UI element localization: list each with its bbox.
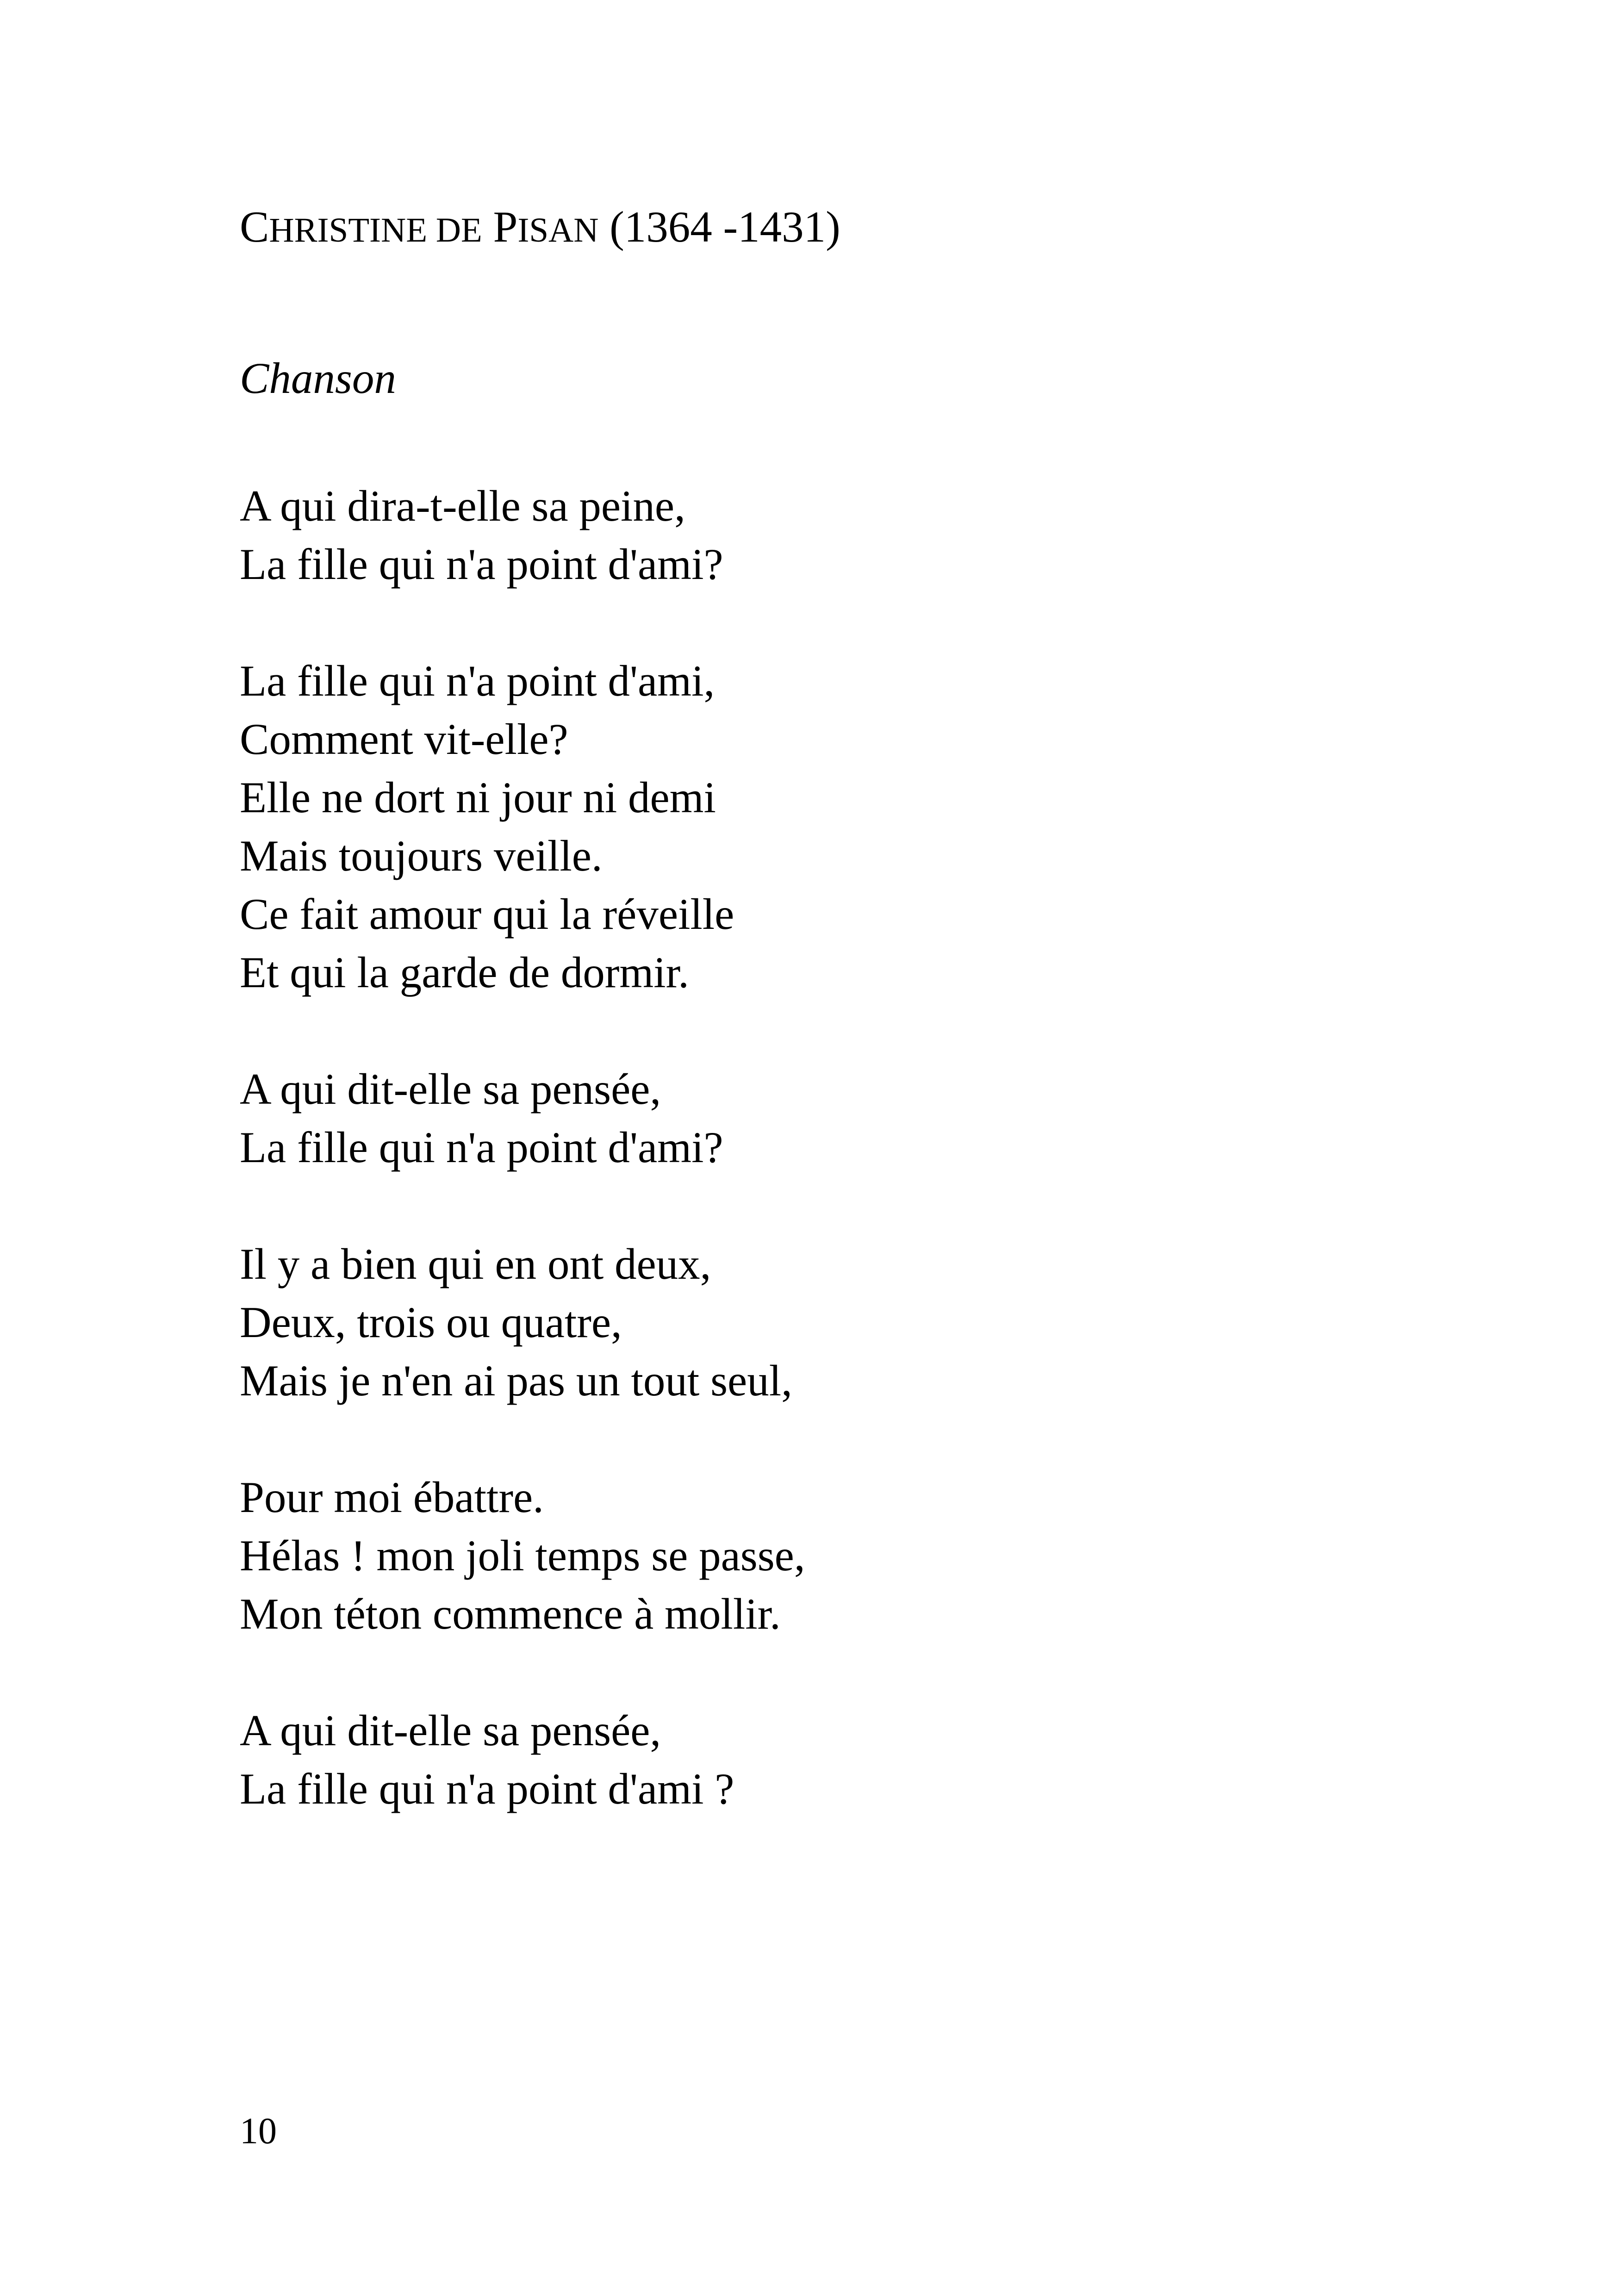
author-name-smallcaps: HRISTINE DE [269,211,482,249]
poem-line: Deux, trois ou quatre, [240,1298,622,1347]
poem-line: Il y a bien qui en ont deux, [240,1239,711,1288]
poem-title: Chanson [240,354,396,403]
poem-line: Mais je n'en ai pas un tout seul, [240,1356,792,1405]
poem-line: Et qui la garde de dormir. [240,948,689,997]
poem-line: La fille qui n'a point d'ami ? [240,1764,734,1813]
poem-line: A qui dira-t-elle sa peine, [240,481,685,530]
poem-line: La fille qui n'a point d'ami? [240,1123,723,1172]
page-number: 10 [240,2111,277,2152]
author-dates: (1364 -1431) [598,202,840,251]
author-initial: C [240,202,269,251]
stanza [240,652,1536,1002]
poem-line: La fille qui n'a point d'ami, [240,656,715,705]
poem-line: A qui dit-elle sa pensée, [240,1064,661,1114]
poem-line: La fille qui n'a point d'ami? [240,540,723,589]
poem-line: A qui dit-elle sa pensée, [240,1706,661,1755]
poem-line: Ce fait amour qui la réveille [240,890,734,939]
poem-line: Comment vit-elle? [240,715,568,764]
author-name-smallcaps: ISAN [517,211,599,249]
poem-line: Elle ne dort ni jour ni demi [240,773,716,822]
stanza [240,1701,1536,1818]
stanza [240,1468,1536,1643]
stanza [240,1060,1536,1176]
poem-body [240,477,1536,1876]
author-initial: P [482,202,518,251]
poem-line: Mais toujours veille. [240,831,603,880]
poem-line: Pour moi ébattre. [240,1473,544,1522]
poem-line: Hélas ! mon joli temps se passe, [240,1531,805,1580]
author-heading [240,199,840,258]
stanza [240,477,1536,593]
poem-line: Mon téton commence à mollir. [240,1589,781,1638]
stanza [240,1235,1536,1410]
